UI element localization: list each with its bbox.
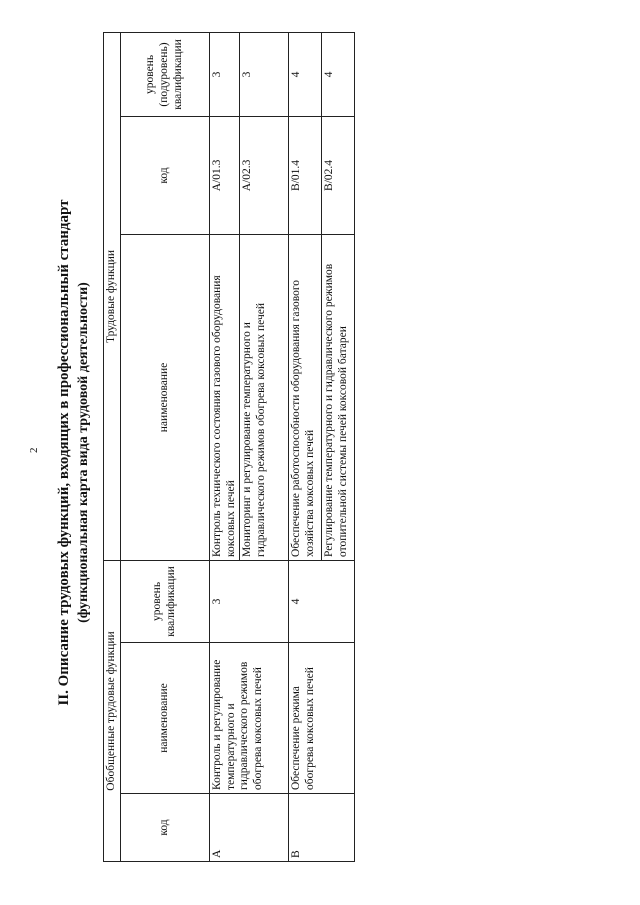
- tf-code: A/02.3: [240, 116, 289, 234]
- table-row: [209, 32, 240, 861]
- gf-code: A: [209, 794, 289, 862]
- gf-name: Обеспечение режима обогрева коксовых печей: [289, 643, 355, 794]
- tf-code: A/01.3: [209, 116, 240, 234]
- tf-name: Мониторинг и регулирование температурного и гидравлического режимов обогрева коксовых печей: [240, 234, 289, 560]
- header-tf-level: уровень (подуровень) квалификации: [120, 32, 209, 116]
- tf-level: 3: [209, 32, 240, 116]
- gf-level: 4: [289, 560, 355, 642]
- group-header-row: [104, 32, 121, 861]
- tf-name: Обеспечение работоспособности оборудования газового хозяйства коксовых печей: [289, 234, 322, 560]
- gf-name: Контроль и регулирование температурного и гидравлического режимов обогрева коксовых печей: [209, 643, 289, 794]
- tf-level: 4: [322, 32, 355, 116]
- header-tf-code: код: [120, 116, 209, 234]
- tf-name: Регулирование температурного и гидравлического режимов отопительной системы печей коксовой батареи: [322, 234, 355, 560]
- header-name: наименование: [120, 643, 209, 794]
- header-code: код: [120, 794, 209, 862]
- gf-level: 3: [209, 560, 289, 642]
- tf-level: 3: [240, 32, 289, 116]
- header-labor-functions: Трудовые функции: [104, 32, 121, 560]
- tf-name: Контроль технического состояния газового оборудования коксовых печей: [209, 234, 240, 560]
- page-number: 2: [28, 447, 40, 453]
- tf-level: 4: [289, 32, 322, 116]
- tf-code: B/02.4: [322, 116, 355, 234]
- section-subtitle: (функциональная карта вида трудовой деятельности): [76, 282, 91, 623]
- column-header-row: [120, 32, 209, 861]
- functional-map-table: [103, 32, 355, 862]
- section-title: II. Описание трудовых функций, входящих в профессиональный стандарт: [56, 199, 72, 706]
- tf-code: B/01.4: [289, 116, 322, 234]
- gf-code: B: [289, 794, 355, 862]
- header-level: уровень квалификации: [120, 560, 209, 642]
- table-row: [289, 32, 322, 861]
- header-tf-name: наименование: [120, 234, 209, 560]
- header-generalized-functions: Обобщенные трудовые функции: [104, 560, 121, 861]
